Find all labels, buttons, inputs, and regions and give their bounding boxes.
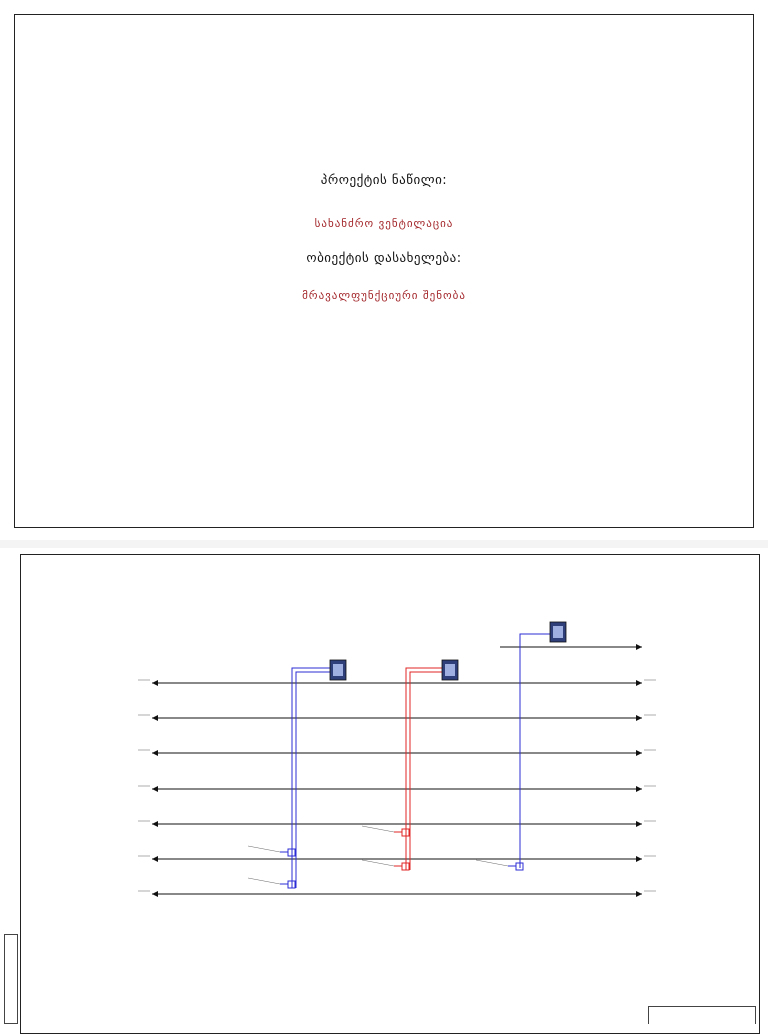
left-stamp: [4, 934, 18, 1024]
level-marker-left: [152, 750, 158, 756]
riser-2-duct: [410, 672, 448, 870]
level-marker-left: [152, 856, 158, 862]
level-marker-right: [636, 750, 642, 756]
level-marker-left: [152, 786, 158, 792]
level-marker-left: [152, 821, 158, 827]
callout-leader: [248, 878, 280, 884]
level-marker-left: [152, 680, 158, 686]
level-marker-right: [636, 891, 642, 897]
level-marker-right: [636, 680, 642, 686]
level-marker-left: [152, 715, 158, 721]
project-part-label: პროექტის ნაწილი:: [320, 173, 448, 188]
level-marker-left: [152, 891, 158, 897]
riser-2-duct: [406, 668, 448, 870]
title-stamp: [648, 1006, 756, 1024]
level-marker-right: [636, 715, 642, 721]
project-part-value: სახანძრო ვენტილაცია: [314, 217, 454, 230]
fan-grille: [445, 664, 455, 676]
fan-grille: [333, 664, 343, 676]
riser-1-duct: [292, 668, 338, 888]
object-name-label: ობიექტის დასახელება:: [306, 251, 462, 266]
callout-leader: [476, 860, 508, 866]
level-marker-roof: [636, 644, 642, 650]
level-marker-right: [636, 786, 642, 792]
object-name-value: მრავალფუნქციური შენობა: [302, 289, 466, 302]
callout-leader: [248, 846, 280, 852]
level-marker-right: [636, 821, 642, 827]
fan-grille: [553, 626, 563, 638]
callout-leader: [362, 826, 394, 832]
level-marker-right: [636, 856, 642, 862]
callout-leader: [362, 860, 394, 866]
riser-3-duct: [520, 634, 556, 868]
riser-1-duct: [296, 672, 338, 888]
